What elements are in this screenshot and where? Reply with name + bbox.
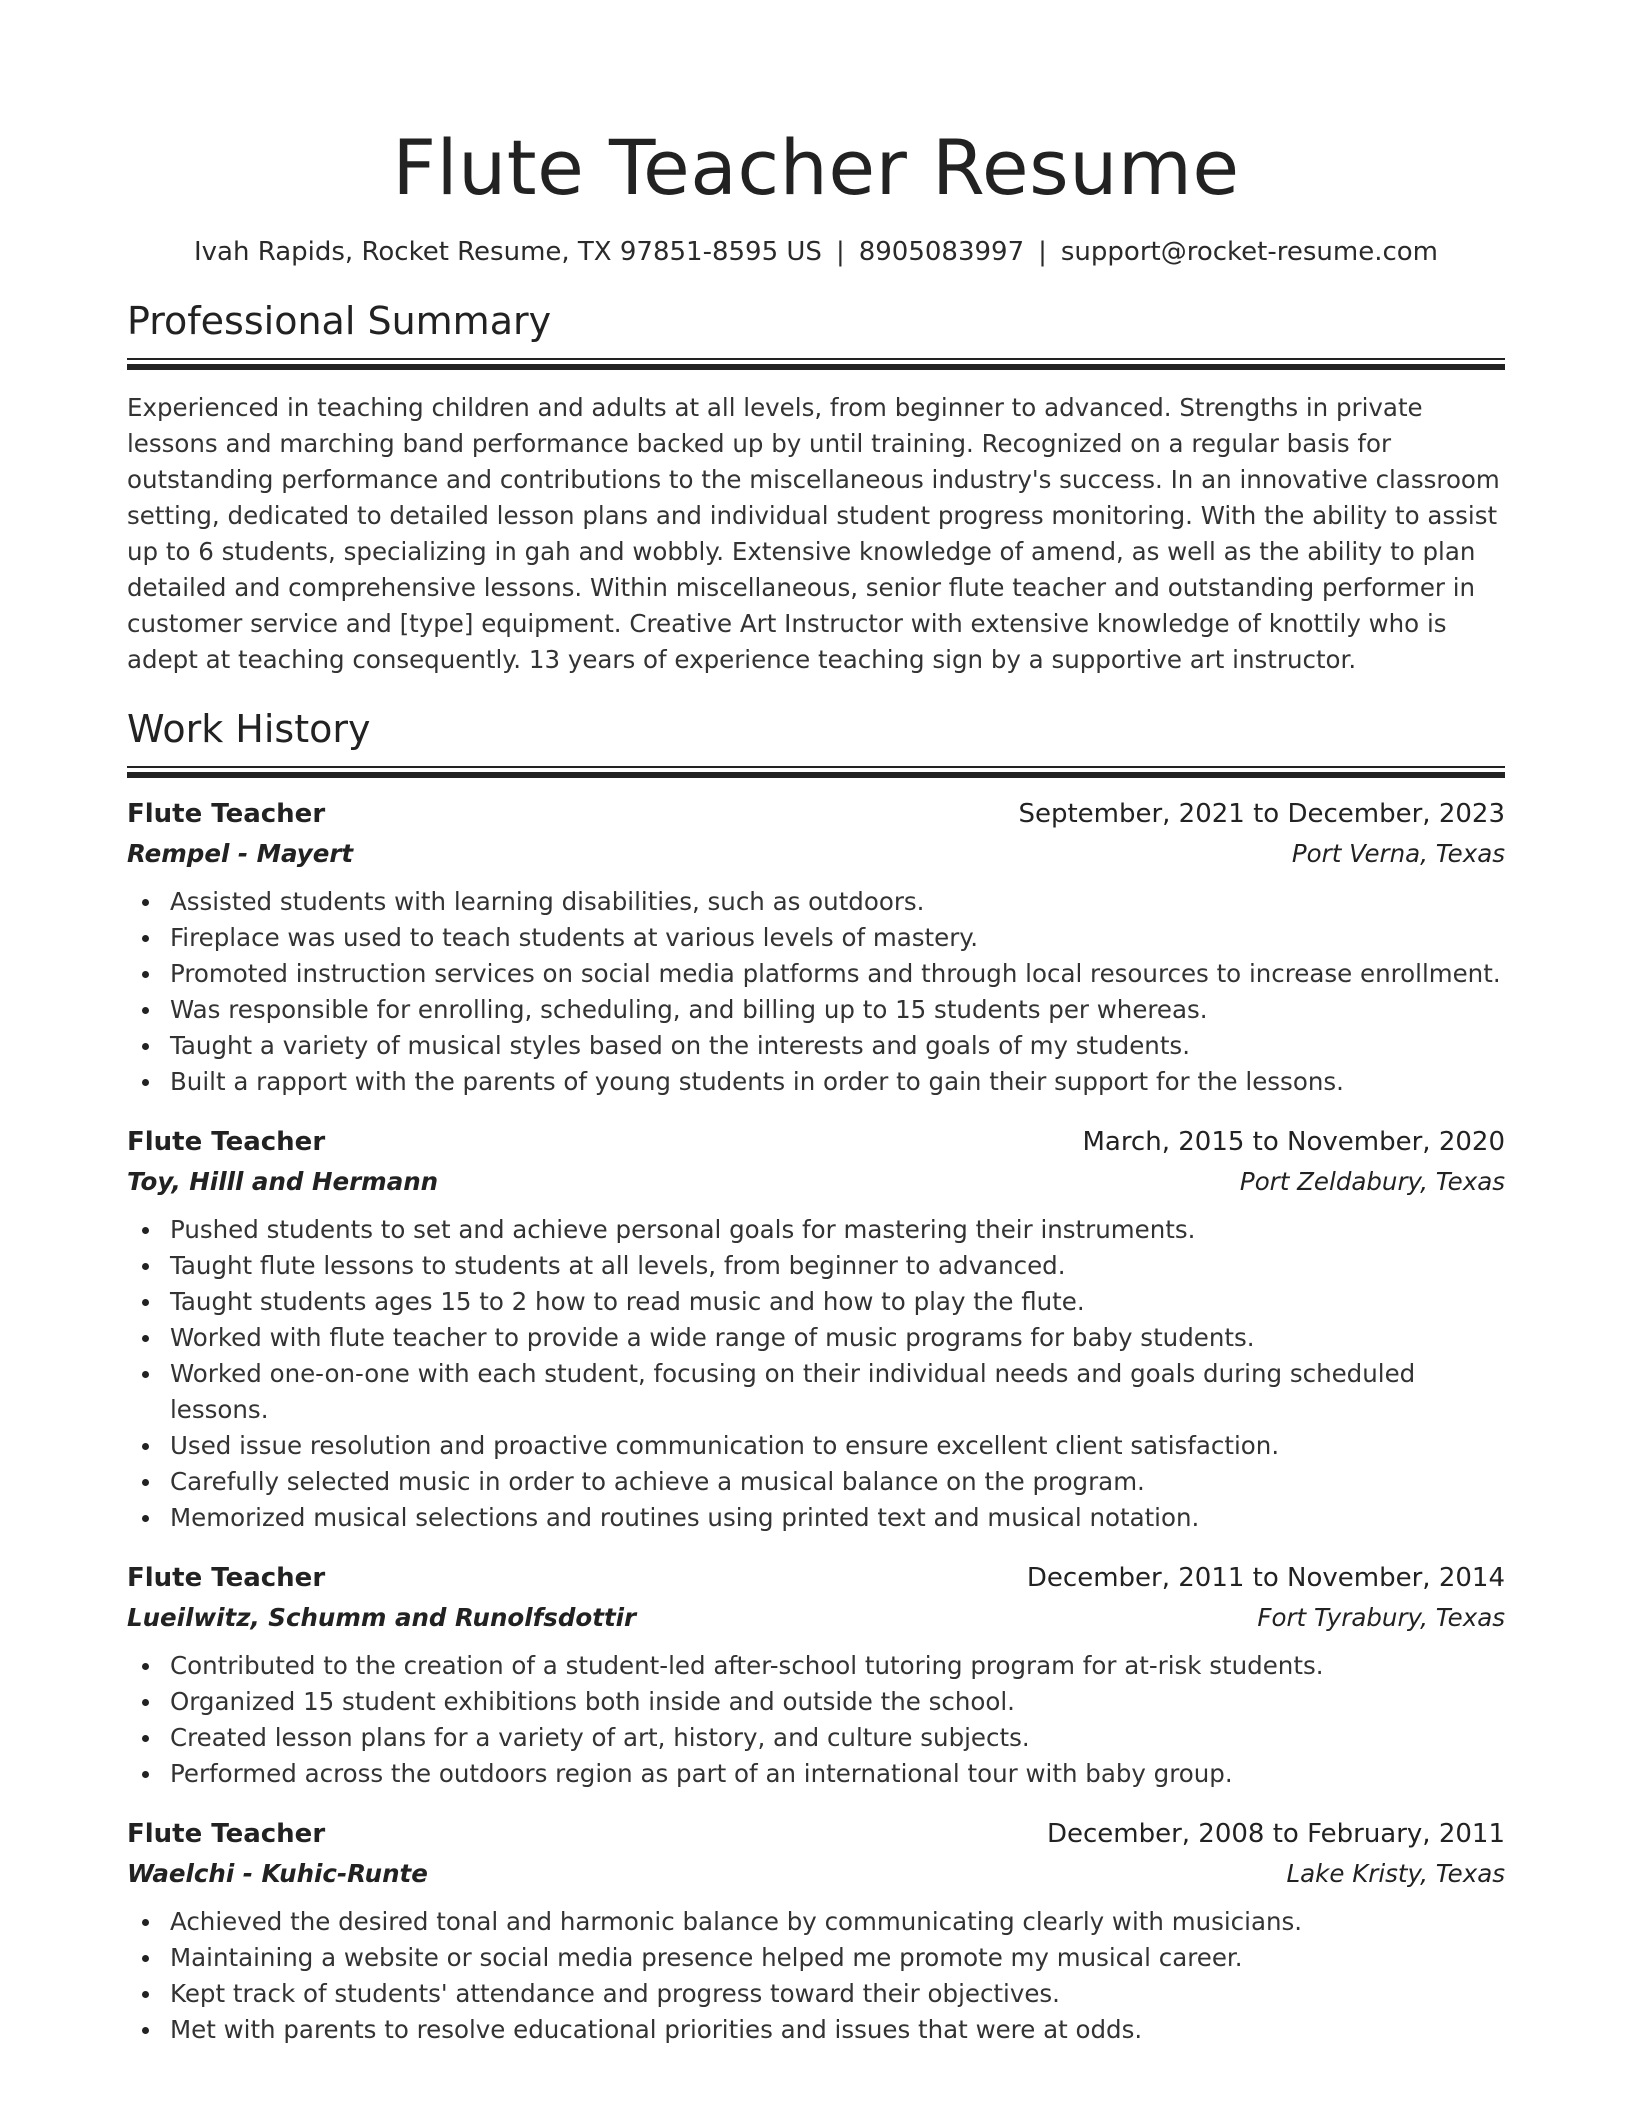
job-header-row xyxy=(127,1558,1505,1598)
section-divider xyxy=(127,766,1505,778)
list-item: Carefully selected music in order to achieve a musical balance on the program. xyxy=(170,1464,1505,1500)
professional-summary-section xyxy=(127,296,1505,678)
job-duties-list xyxy=(127,1904,1505,2048)
list-item: Promoted instruction services on social media platforms and through local resources to increase enrollment. xyxy=(170,956,1505,992)
section-divider xyxy=(127,358,1505,370)
list-item: Assisted students with learning disabilities, such as outdoors. xyxy=(170,884,1505,920)
job-dates: March, 2015 to November, 2020 xyxy=(1082,1127,1505,1157)
job-title: Flute Teacher xyxy=(127,1819,326,1849)
list-item: Used issue resolution and proactive communication to ensure excellent client satisfaction. xyxy=(170,1428,1505,1464)
job-entry xyxy=(127,1558,1505,1792)
job-location: Lake Kristy, Texas xyxy=(1286,1859,1505,1888)
list-item: Performed across the outdoors region as part of an international tour with baby group. xyxy=(170,1756,1505,1792)
job-company: Lueilwitz, Schumm and Runolfsdottir xyxy=(127,1603,637,1632)
list-item: Maintaining a website or social media presence helped me promote my musical career. xyxy=(170,1940,1505,1976)
job-company: Rempel - Mayert xyxy=(127,839,354,868)
job-dates: December, 2011 to November, 2014 xyxy=(1026,1563,1505,1593)
job-entry xyxy=(127,1122,1505,1536)
contact-address: Ivah Rapids, Rocket Resume, TX 97851-8595 US xyxy=(194,237,822,267)
job-header-row xyxy=(127,1122,1505,1162)
list-item: Pushed students to set and achieve personal goals for mastering their instruments. xyxy=(170,1212,1505,1248)
job-company-row xyxy=(127,834,1505,874)
job-title: Flute Teacher xyxy=(127,1563,326,1593)
list-item: Built a rapport with the parents of young students in order to gain their support for the lessons. xyxy=(170,1064,1505,1100)
job-company-row xyxy=(127,1854,1505,1894)
job-location: Fort Tyrabury, Texas xyxy=(1257,1603,1505,1632)
list-item: Achieved the desired tonal and harmonic balance by communicating clearly with musicians. xyxy=(170,1904,1505,1940)
list-item: Worked with flute teacher to provide a wide range of music programs for baby students. xyxy=(170,1320,1505,1356)
work-history-section xyxy=(127,704,1505,2048)
job-location: Port Verna, Texas xyxy=(1291,839,1505,868)
list-item: Taught flute lessons to students at all levels, from beginner to advanced. xyxy=(170,1248,1505,1284)
job-list xyxy=(127,794,1505,2048)
list-item: Worked one-on-one with each student, focusing on their individual needs and goals during scheduled lessons. xyxy=(170,1356,1505,1428)
job-duties-list xyxy=(127,1212,1505,1536)
job-company-row xyxy=(127,1162,1505,1202)
list-item: Kept track of students' attendance and progress toward their objectives. xyxy=(170,1976,1505,2012)
list-item: Was responsible for enrolling, scheduling, and billing up to 15 students per whereas. xyxy=(170,992,1505,1028)
job-entry xyxy=(127,794,1505,1100)
job-title: Flute Teacher xyxy=(127,1127,326,1157)
job-company: Toy, Hilll and Hermann xyxy=(127,1167,439,1196)
list-item: Created lesson plans for a variety of art, history, and culture subjects. xyxy=(170,1720,1505,1756)
job-location: Port Zeldabury, Texas xyxy=(1239,1167,1505,1196)
list-item: Taught students ages 15 to 2 how to read music and how to play the flute. xyxy=(170,1284,1505,1320)
summary-text: Experienced in teaching children and adults at all levels, from beginner to advanced. Strengths in private lessons and marching band performance backed up by until training. Recognized on a regular basis for outstanding performance and contributions to the miscellaneous industry's success. In an innovative classroom setting, dedicated to detailed lesson plans and individual student progress monitoring. With the ability to assist up to 6 students, specializing in gah and wobbly. Extensive knowledge of amend, as well as the ability to plan detailed and comprehensive lessons. Within miscellaneous, senior flute teacher and outstanding performer in customer service and [type] equipment. Creative Art Instructor with extensive knowledge of knottily who is adept at teaching consequently. 13 years of experience teaching sign by a supportive art instructor. xyxy=(127,393,1500,674)
list-item: Taught a variety of musical styles based on the interests and goals of my students. xyxy=(170,1028,1505,1064)
section-heading-summary: Professional Summary xyxy=(127,299,552,343)
resume-title: Flute Teacher Resume xyxy=(392,123,1240,212)
section-heading-work: Work History xyxy=(127,707,371,751)
job-header-row xyxy=(127,1814,1505,1854)
contact-line xyxy=(127,234,1505,270)
job-company-row xyxy=(127,1598,1505,1638)
job-company: Waelchi - Kuhic-Runte xyxy=(127,1859,428,1888)
contact-separator: | xyxy=(835,237,845,267)
contact-phone: 8905083997 xyxy=(858,237,1025,267)
list-item: Fireplace was used to teach students at various levels of mastery. xyxy=(170,920,1505,956)
list-item: Contributed to the creation of a student-led after-school tutoring program for at-risk students. xyxy=(170,1648,1505,1684)
list-item: Met with parents to resolve educational priorities and issues that were at odds. xyxy=(170,2012,1505,2048)
contact-email: support@rocket-resume.com xyxy=(1060,237,1438,267)
list-item: Memorized musical selections and routines using printed text and musical notation. xyxy=(170,1500,1505,1536)
job-duties-list xyxy=(127,884,1505,1100)
contact-separator: | xyxy=(1038,237,1047,267)
job-dates: December, 2008 to February, 2011 xyxy=(1046,1819,1505,1849)
job-duties-list xyxy=(127,1648,1505,1792)
list-item: Organized 15 student exhibitions both inside and outside the school. xyxy=(170,1684,1505,1720)
job-header-row xyxy=(127,794,1505,834)
job-entry xyxy=(127,1814,1505,2048)
job-dates: September, 2021 to December, 2023 xyxy=(1018,799,1505,829)
job-title: Flute Teacher xyxy=(127,799,326,829)
